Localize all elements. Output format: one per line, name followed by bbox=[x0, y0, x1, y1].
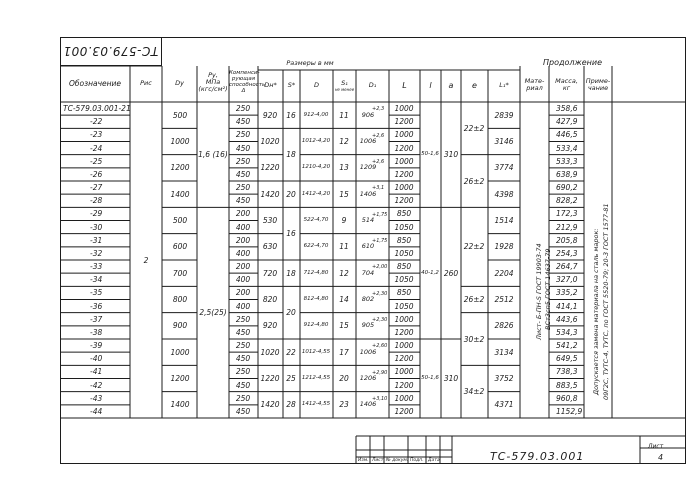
L-cell: 1200 bbox=[394, 169, 414, 179]
s-cell: 18 bbox=[286, 268, 296, 278]
l1-cell: 1514 bbox=[494, 216, 514, 225]
L-cell: 1200 bbox=[394, 327, 414, 337]
L-cell: 1200 bbox=[394, 196, 414, 206]
d1-tolerance: +2,6 bbox=[372, 132, 385, 139]
mass-cell: 414,1 bbox=[556, 301, 578, 311]
s-cell: 22 bbox=[286, 347, 296, 357]
note-line-1: Допускается замена материала на сталь марок: bbox=[592, 228, 600, 395]
s-cell: 25 bbox=[286, 374, 296, 383]
l-cell: 40-1,2 bbox=[421, 269, 439, 276]
L-cell: 1200 bbox=[394, 117, 414, 127]
designation-cell: -37 bbox=[90, 314, 103, 324]
e-cell: 22±2 bbox=[463, 242, 485, 252]
d-cell: 1412-4,20 bbox=[301, 190, 331, 197]
comp-cell: 400 bbox=[235, 222, 251, 232]
designation-cell: -25 bbox=[90, 156, 103, 166]
L-cell: 1050 bbox=[394, 222, 414, 232]
s1-cell: 12 bbox=[339, 268, 349, 278]
s1-cell: 11 bbox=[339, 110, 349, 120]
designation-cell: -26 bbox=[90, 169, 103, 179]
mass-cell: 883,5 bbox=[556, 380, 578, 390]
note-line-2: 09Г2С, ТУТС-4, ТУТС, по ГОСТ 5520-79; 20-3 ГОСТ 1577-81 bbox=[602, 203, 610, 400]
d1-cell: 1406 bbox=[359, 189, 377, 198]
d1-cell: 905 bbox=[361, 321, 375, 330]
designation-cell: -43 bbox=[90, 393, 103, 403]
dy-cell: 1200 bbox=[170, 374, 190, 383]
l1-cell: 2204 bbox=[494, 268, 514, 278]
dn-cell: 1020 bbox=[260, 137, 280, 146]
dy-cell: 900 bbox=[172, 321, 188, 331]
fig-header: Рис bbox=[140, 79, 152, 87]
comp-cell: 250 bbox=[235, 393, 251, 403]
mass-cell: 212,9 bbox=[556, 222, 578, 232]
L-cell: 850 bbox=[396, 209, 412, 219]
comp-cell: 400 bbox=[235, 248, 251, 258]
dn-cell: 1220 bbox=[260, 374, 280, 383]
L-cell: 1000 bbox=[394, 130, 414, 140]
l1-cell: 4398 bbox=[494, 189, 514, 199]
l1-cell: 2839 bbox=[494, 110, 514, 120]
designation-cell: -40 bbox=[90, 354, 103, 364]
dn-cell: 630 bbox=[262, 242, 278, 252]
stamp-doc-code: ТС-579.03.001 bbox=[490, 450, 585, 463]
dn-cell: 1420 bbox=[260, 400, 280, 410]
mass-cell: 264,7 bbox=[556, 262, 578, 272]
mass-cell: 358,6 bbox=[556, 104, 578, 114]
s1-cell: 14 bbox=[339, 295, 349, 304]
d1-header: D₁ bbox=[368, 81, 377, 89]
L-cell: 1000 bbox=[394, 183, 414, 193]
designation-cell: -44 bbox=[90, 406, 103, 416]
s-cell: 16 bbox=[286, 229, 296, 239]
comp-cell: 250 bbox=[235, 314, 251, 324]
L-cell: 850 bbox=[396, 235, 412, 245]
mass-cell: 638,9 bbox=[556, 169, 578, 179]
s-cell: 16 bbox=[286, 110, 296, 120]
l1-header: L₁* bbox=[499, 81, 509, 89]
designation-cell: -38 bbox=[90, 327, 103, 337]
stamp-col-doc: № докум. bbox=[386, 458, 409, 463]
mass-cell: 335,2 bbox=[556, 288, 578, 298]
d1-tolerance: +2,60 bbox=[372, 343, 388, 350]
designation-cell: -33 bbox=[90, 262, 103, 272]
a-cell: 310 bbox=[443, 374, 459, 383]
d1-tolerance: +3,10 bbox=[372, 395, 388, 402]
L-cell: 1000 bbox=[394, 104, 414, 114]
a-cell: 260 bbox=[443, 268, 459, 278]
d1-cell: 704 bbox=[361, 268, 375, 277]
l-cell: 50-1,6 bbox=[421, 151, 439, 158]
d-cell: 712-4,80 bbox=[303, 269, 329, 276]
a-cell: 310 bbox=[443, 150, 459, 160]
d1-tolerance: +2,3 bbox=[372, 106, 385, 113]
comp-cell: 250 bbox=[235, 183, 251, 193]
d1-tolerance: +2,30 bbox=[372, 290, 388, 297]
py-cell: 2,5(25) bbox=[199, 308, 227, 318]
mass-cell: 1152,9 bbox=[556, 406, 583, 416]
d-cell: 812-4,80 bbox=[303, 296, 329, 302]
d-cell: 1012-4,20 bbox=[301, 138, 331, 144]
s-cell: 20 bbox=[286, 189, 296, 199]
d-cell: 1012-4,55 bbox=[301, 348, 331, 355]
stamp-sheet-label: Лист bbox=[648, 443, 664, 450]
designation-cell: -42 bbox=[90, 380, 103, 390]
comp-cell: 450 bbox=[235, 196, 251, 206]
L-cell: 1000 bbox=[394, 314, 414, 324]
s1-cell: 12 bbox=[339, 137, 349, 146]
d-cell: 1412-4,55 bbox=[301, 401, 331, 408]
s-cell: 28 bbox=[286, 400, 296, 410]
continuation-label: Продолжение bbox=[543, 58, 603, 67]
a-header: a bbox=[448, 81, 454, 90]
L-cell: 1050 bbox=[394, 275, 414, 285]
mass-header: Масса, кг bbox=[555, 77, 578, 92]
mass-cell: 446,5 bbox=[556, 130, 578, 140]
L-cell: 1200 bbox=[394, 380, 414, 390]
comp-cell: 250 bbox=[235, 156, 251, 166]
comp-cell: 250 bbox=[235, 367, 251, 377]
dy-cell: 800 bbox=[172, 295, 188, 304]
s-cell: 20 bbox=[286, 308, 296, 318]
comp-cell: 450 bbox=[235, 406, 251, 416]
d1-cell: 1006 bbox=[359, 347, 377, 356]
designation-cell: -36 bbox=[90, 301, 103, 311]
mass-cell: 534,3 bbox=[556, 327, 578, 337]
dn-header: Dн* bbox=[264, 81, 277, 89]
e-header: e bbox=[472, 81, 477, 90]
stamp-col-date: Дата bbox=[428, 458, 440, 463]
s1-cell: 20 bbox=[339, 374, 349, 383]
designation-cell: -24 bbox=[90, 143, 103, 153]
s1-cell: 23 bbox=[339, 400, 349, 410]
designation-cell: -41 bbox=[90, 367, 103, 377]
comp-header: Компенси- рующая способность Δ bbox=[229, 70, 266, 94]
mass-cell: 828,2 bbox=[556, 196, 578, 206]
l1-cell: 3752 bbox=[494, 374, 514, 383]
mass-cell: 690,2 bbox=[556, 183, 578, 193]
d1-cell: 906 bbox=[361, 110, 375, 119]
dn-cell: 1020 bbox=[260, 347, 280, 357]
stamp-col-list: Лист bbox=[372, 458, 384, 463]
l1-cell: 3774 bbox=[494, 163, 514, 173]
d1-cell: 610 bbox=[361, 242, 375, 251]
d-cell: 1210-4,20 bbox=[301, 164, 331, 171]
d1-tolerance: +1,75 bbox=[372, 211, 388, 218]
d1-cell: 802 bbox=[361, 295, 375, 303]
L-cell: 1000 bbox=[394, 156, 414, 166]
l1-cell: 1928 bbox=[494, 242, 514, 252]
comp-cell: 200 bbox=[235, 235, 251, 245]
d1-tolerance: +2,00 bbox=[372, 264, 388, 271]
mass-cell: 533,4 bbox=[556, 143, 578, 153]
d-cell: 622-4,70 bbox=[303, 243, 329, 250]
d1-tolerance: +2,90 bbox=[372, 369, 388, 376]
s1-cell: 15 bbox=[339, 321, 349, 331]
s1-cell: 11 bbox=[339, 242, 349, 252]
d-header: D bbox=[313, 81, 319, 89]
dn-cell: 530 bbox=[262, 216, 278, 225]
d-cell: 1212-4,55 bbox=[301, 375, 331, 381]
l1-cell: 3146 bbox=[494, 137, 514, 146]
designation-cell: -32 bbox=[90, 248, 103, 258]
comp-cell: 250 bbox=[235, 130, 251, 140]
material-line-2: ВСт3сп5 ГОСТ 14637-79 bbox=[544, 248, 552, 330]
dn-cell: 820 bbox=[262, 295, 278, 304]
comp-cell: 400 bbox=[235, 275, 251, 285]
comp-cell: 450 bbox=[235, 169, 251, 179]
designation-cell: -28 bbox=[90, 196, 103, 206]
comp-cell: 450 bbox=[235, 380, 251, 390]
mass-cell: 443,6 bbox=[556, 314, 578, 324]
mass-cell: 254,3 bbox=[556, 248, 578, 258]
L-cell: 1000 bbox=[394, 367, 414, 377]
mass-cell: 960,8 bbox=[556, 393, 578, 403]
l1-cell: 2826 bbox=[494, 321, 514, 331]
dn-cell: 1420 bbox=[260, 189, 280, 199]
s-header: S* bbox=[287, 81, 296, 89]
py-header: Pу, МПа (кгс/см²) bbox=[198, 71, 228, 93]
dy-cell: 500 bbox=[172, 216, 188, 225]
mass-cell: 738,3 bbox=[556, 367, 578, 377]
d1-tolerance: +1,75 bbox=[372, 237, 388, 244]
material-header: Мате- риал bbox=[524, 77, 545, 92]
s-cell: 18 bbox=[286, 150, 296, 160]
d1-tolerance: +2,6 bbox=[372, 158, 385, 165]
material-line-1: Лист- Б-ПН-S ГОСТ 19903-74 bbox=[535, 243, 543, 340]
comp-cell: 250 bbox=[235, 341, 251, 351]
mass-cell: 172,3 bbox=[556, 209, 578, 219]
l1-cell: 3134 bbox=[494, 347, 514, 357]
l-cell: 50-1,6 bbox=[421, 375, 439, 381]
dy-cell: 1400 bbox=[170, 189, 190, 199]
comp-cell: 200 bbox=[235, 209, 251, 219]
designation-cell: -30 bbox=[90, 222, 103, 232]
designation-cell: -29 bbox=[90, 209, 103, 219]
L-cell: 1050 bbox=[394, 301, 414, 311]
s1-header: S₁ не менее bbox=[334, 79, 355, 92]
comp-cell: 200 bbox=[235, 288, 251, 298]
L-cell: 1200 bbox=[394, 143, 414, 153]
designation-cell: ТС-579.03.001-21 bbox=[63, 104, 131, 114]
d1-cell: 1209 bbox=[359, 163, 377, 172]
stamp-col-izm: Изм. bbox=[358, 458, 369, 463]
designation-header: Обозначение bbox=[68, 79, 122, 88]
sizes-header: Размеры в мм bbox=[286, 59, 334, 67]
designation-cell: -22 bbox=[90, 117, 103, 127]
comp-cell: 450 bbox=[235, 117, 251, 127]
d-cell: 522-4,70 bbox=[303, 217, 329, 223]
comp-cell: 250 bbox=[235, 104, 251, 114]
fig-cell: 2 bbox=[143, 255, 149, 265]
L-cell: 1000 bbox=[394, 393, 414, 403]
comp-cell: 400 bbox=[235, 301, 251, 311]
L-cell: 850 bbox=[396, 288, 412, 298]
s1-cell: 17 bbox=[339, 347, 349, 357]
e-cell: 34±2 bbox=[463, 387, 485, 397]
dy-cell: 500 bbox=[172, 110, 188, 120]
L-cell: 1000 bbox=[394, 341, 414, 351]
dn-cell: 1220 bbox=[260, 163, 280, 173]
e-cell: 30±2 bbox=[463, 334, 485, 344]
mass-cell: 427,9 bbox=[556, 117, 578, 127]
stamp-col-sign: Подп. bbox=[410, 458, 424, 463]
L-header: L bbox=[402, 81, 407, 90]
d1-tolerance: +2,30 bbox=[372, 316, 388, 323]
l1-cell: 4371 bbox=[494, 400, 514, 410]
L-cell: 850 bbox=[396, 262, 412, 272]
L-cell: 1050 bbox=[394, 248, 414, 258]
py-cell: 1,6 (16) bbox=[198, 150, 228, 160]
comp-cell: 450 bbox=[235, 327, 251, 337]
e-cell: 26±2 bbox=[463, 295, 485, 304]
d-cell: 912-4,00 bbox=[303, 111, 329, 118]
l-header: l bbox=[429, 81, 432, 90]
L-cell: 1200 bbox=[394, 354, 414, 364]
e-cell: 26±2 bbox=[463, 176, 485, 186]
mass-cell: 533,3 bbox=[556, 156, 578, 166]
dn-cell: 720 bbox=[262, 268, 278, 278]
note-header: Приме- чание bbox=[585, 77, 611, 92]
L-cell: 1200 bbox=[394, 406, 414, 416]
s1-cell: 13 bbox=[339, 163, 349, 173]
d-cell: 912-4,80 bbox=[303, 322, 329, 329]
designation-cell: -35 bbox=[90, 288, 103, 298]
comp-cell: 450 bbox=[235, 143, 251, 153]
comp-cell: 450 bbox=[235, 354, 251, 364]
dy-cell: 700 bbox=[172, 268, 188, 278]
d1-tolerance: +3,1 bbox=[372, 185, 385, 192]
l1-cell: 2512 bbox=[494, 295, 514, 304]
dn-cell: 920 bbox=[262, 110, 278, 120]
d1-cell: 1406 bbox=[359, 400, 377, 409]
dn-cell: 920 bbox=[262, 321, 278, 331]
d1-cell: 1006 bbox=[359, 137, 377, 145]
mass-cell: 327,0 bbox=[556, 275, 578, 285]
designation-cell: -31 bbox=[90, 235, 103, 245]
dy-cell: 1400 bbox=[170, 400, 190, 410]
e-cell: 22±2 bbox=[463, 123, 485, 133]
dy-header: Dу bbox=[175, 79, 184, 87]
mass-cell: 541,2 bbox=[556, 341, 578, 351]
mass-cell: 205,8 bbox=[556, 235, 578, 245]
s1-cell: 15 bbox=[339, 189, 349, 199]
s1-cell: 9 bbox=[341, 216, 347, 225]
designation-cell: -34 bbox=[90, 275, 103, 285]
dy-cell: 1200 bbox=[170, 163, 190, 173]
stamp-sheet-number: 4 bbox=[658, 453, 664, 462]
d1-cell: 1206 bbox=[359, 374, 377, 382]
dy-cell: 1000 bbox=[170, 137, 190, 146]
designation-cell: -23 bbox=[90, 130, 103, 140]
flipped-doc-code: ТС-579.03.001 bbox=[62, 44, 159, 58]
designation-cell: -27 bbox=[90, 183, 103, 193]
dy-cell: 1000 bbox=[170, 347, 190, 357]
d1-cell: 514 bbox=[361, 216, 375, 224]
mass-cell: 649,5 bbox=[556, 354, 578, 364]
dy-cell: 600 bbox=[172, 242, 188, 252]
comp-cell: 200 bbox=[235, 262, 251, 272]
top-left-code-box bbox=[60, 37, 162, 66]
designation-cell: -39 bbox=[90, 341, 103, 351]
